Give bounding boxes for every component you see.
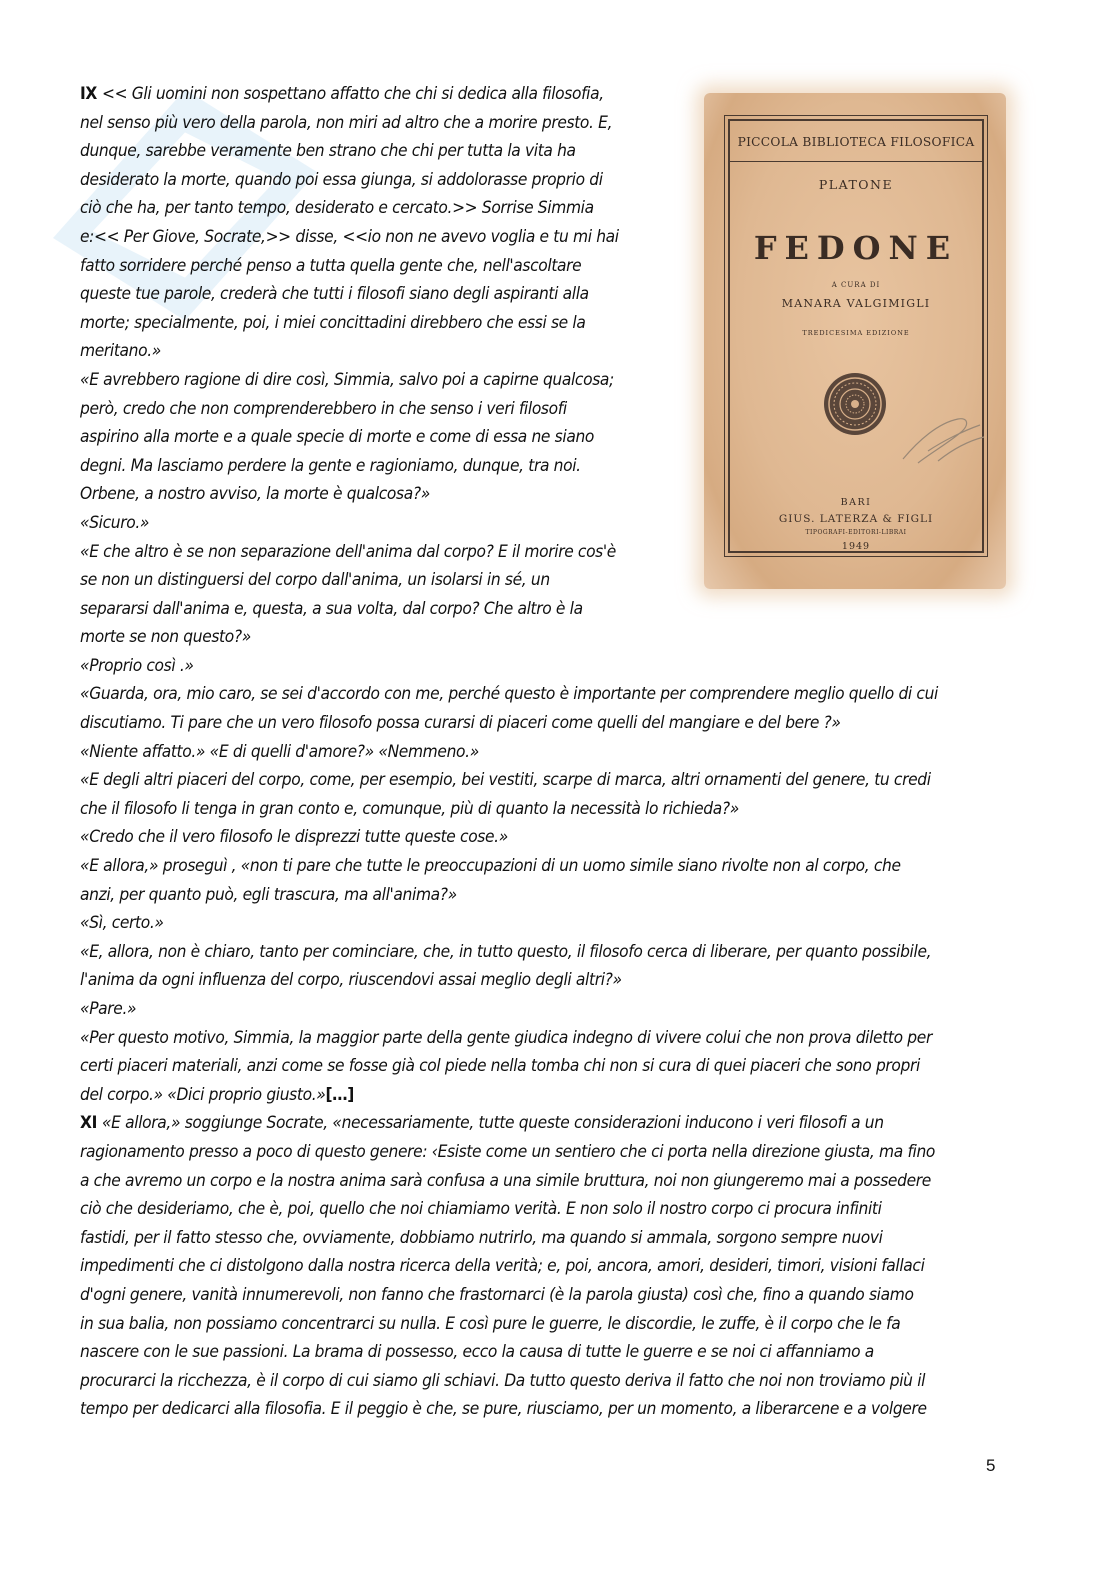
text-line bbox=[80, 1310, 1040, 1339]
text-line bbox=[80, 738, 1040, 767]
line-text: fastidi, per il fatto stesso che, ovviamente, dobbiamo nutrirlo, ma quando si ammala, sorgono sempre nuovi bbox=[80, 1227, 883, 1248]
text-line bbox=[80, 1081, 1040, 1110]
text-line bbox=[80, 1281, 1040, 1310]
omission-marker: […] bbox=[325, 1084, 355, 1105]
text-line bbox=[80, 852, 1040, 881]
line-text: «Credo che il vero filosofo le disprezzi tutte queste cose.» bbox=[80, 827, 508, 848]
line-text: che il filosofo li tenga in gran conto e, comunque, più di quanto la necessità lo richieda?» bbox=[80, 798, 739, 819]
line-text: nel senso più vero della parola, non miri ad altro che a morire presto. E, bbox=[80, 112, 613, 133]
line-text: «Sicuro.» bbox=[80, 512, 150, 533]
line-text: del corpo.» «Dici proprio giusto.» bbox=[80, 1084, 326, 1105]
line-text: anzi, per quanto può, egli trascura, ma all'anima?» bbox=[80, 884, 457, 905]
line-text: nascere con le sue passioni. La brama di possesso, ecco la causa di tutte le guerre e se noi ci affanniamo a bbox=[80, 1342, 874, 1363]
text-line bbox=[80, 1338, 1040, 1367]
text-line bbox=[80, 766, 1040, 795]
line-text: a che avremo un corpo e la nostra anima sarà confusa a una simile bruttura, noi non giungeremo mai a possedere bbox=[80, 1170, 931, 1191]
text-line bbox=[80, 1138, 1040, 1167]
line-text: morte; specialmente, poi, i miei concittadini direbbero che essi se la bbox=[80, 312, 586, 333]
text-line bbox=[80, 595, 680, 624]
line-text: aspirino alla morte e a quale specie di morte e come di essa ne siano bbox=[80, 427, 595, 448]
line-text: fatto sorridere perché penso a tutta quella gente che, nell'ascoltare bbox=[80, 255, 582, 276]
text-line bbox=[80, 1109, 1040, 1138]
book-printer: TIPOGRAFI-EDITORI-LIBRAI bbox=[805, 529, 907, 536]
text-line bbox=[80, 538, 680, 567]
line-text: d'ogni genere, vanità innumerevoli, non fanno che frastornarci (è la parola giusta) così che, fino a quando siamo bbox=[80, 1284, 914, 1305]
line-text: ciò che desideriamo, che è, poi, quello che noi chiamiamo verità. E non solo il nostro corpo ci procura infiniti bbox=[80, 1199, 882, 1220]
text-line bbox=[80, 1167, 1040, 1196]
text-line bbox=[80, 995, 1040, 1024]
book-author: PLATONE bbox=[818, 177, 894, 192]
text-line bbox=[80, 881, 1040, 910]
text-line bbox=[80, 966, 1040, 995]
text-line bbox=[80, 680, 1040, 709]
text-line bbox=[80, 1024, 1040, 1053]
text-line bbox=[80, 1367, 1040, 1396]
text-line bbox=[80, 80, 680, 109]
text-line bbox=[80, 709, 1040, 738]
book-city: BARI bbox=[840, 497, 872, 508]
book-cover-frame bbox=[728, 119, 984, 553]
chapter-marker: IX bbox=[80, 84, 97, 104]
line-text: discutiamo. Ti pare che un vero filosofo possa curarsi di piaceri come quelli del mangiare e del bere ?» bbox=[80, 713, 841, 734]
text-line bbox=[80, 452, 680, 481]
text-line bbox=[80, 480, 680, 509]
line-text: «Per questo motivo, Simmia, la maggior parte della gente giudica indegno di vivere colui che non prova diletto per bbox=[80, 1027, 932, 1048]
text-line bbox=[80, 109, 680, 138]
line-text: «E, allora, non è chiaro, tanto per cominciare, che, in tutto questo, il filosofo cerca di liberare, per quanto possibile, bbox=[80, 941, 932, 962]
text-line bbox=[80, 1252, 1040, 1281]
line-text: separarsi dall'anima e, questa, a sua volta, dal corpo? Che altro è la bbox=[80, 598, 583, 619]
text-line bbox=[80, 1395, 1040, 1424]
emblem-icon bbox=[822, 371, 888, 437]
book-curator: MANARA VALGIMIGLI bbox=[781, 297, 931, 310]
line-text: «Sì, certo.» bbox=[80, 913, 164, 934]
line-text: «E avrebbero ragione di dire così, Simmia, salvo poi a capirne qualcosa; bbox=[80, 369, 614, 390]
page-number: 5 bbox=[986, 1456, 996, 1475]
text-line bbox=[80, 223, 680, 252]
book-title: FEDONE bbox=[753, 229, 959, 267]
line-text: desiderato la morte, quando poi essa giunga, si addolorasse proprio di bbox=[80, 169, 603, 190]
text-line bbox=[80, 1052, 1040, 1081]
text-line bbox=[80, 652, 1040, 681]
book-cover-image bbox=[704, 93, 1006, 589]
line-text: degni. Ma lasciamo perdere la gente e ragioniamo, dunque, tra noi. bbox=[80, 455, 581, 476]
text-line bbox=[80, 938, 1040, 967]
line-text: queste tue parole, crederà che tutti i filosofi siano degli aspiranti alla bbox=[80, 284, 589, 305]
text-line bbox=[80, 137, 680, 166]
chapter-marker: XI bbox=[80, 1113, 97, 1134]
book-rule bbox=[730, 161, 982, 162]
text-line bbox=[80, 366, 680, 395]
text-line bbox=[80, 309, 680, 338]
book-curator-prefix: A CURA DI bbox=[831, 281, 881, 289]
line-text: ragionamento presso a poco di questo genere: ‹Esiste come un sentiero che ci porta nella direzione giusta, ma fino bbox=[80, 1141, 936, 1162]
line-text: «Guarda, ora, mio caro, se sei d'accordo con me, perché questo è importante per comprendere meglio quello di cui bbox=[80, 684, 938, 705]
line-text: «E che altro è se non separazione dell'anima dal corpo? E il morire cos'è bbox=[80, 541, 616, 562]
line-text: «Proprio così .» bbox=[80, 655, 194, 676]
line-text: «E degli altri piaceri del corpo, come, per esempio, bei vestiti, scarpe di marca, altri ornamenti del genere, tu credi bbox=[80, 770, 931, 791]
text-line bbox=[80, 395, 680, 424]
line-text: certi piaceri materiali, anzi come se fosse già col piede nella tomba chi non si cura di quei piaceri che sono propri bbox=[80, 1056, 920, 1077]
text-line bbox=[80, 1195, 1040, 1224]
line-text: << Gli uomini non sospettano affatto che chi si dedica alla filosofia, bbox=[101, 84, 604, 104]
text-line bbox=[80, 623, 680, 652]
book-series: PICCOLA BIBLIOTECA FILOSOFICA bbox=[737, 135, 975, 149]
line-text: Orbene, a nostro avviso, la morte è qualcosa?» bbox=[80, 484, 430, 505]
text-line bbox=[80, 823, 1040, 852]
line-text: dunque, sarebbe veramente ben strano che chi per tutta la vita ha bbox=[80, 141, 576, 162]
line-text: «Pare.» bbox=[80, 999, 137, 1019]
book-year: 1949 bbox=[841, 541, 871, 552]
text-line bbox=[80, 166, 680, 195]
line-text: se non un distinguersi del corpo dall'anima, un isolarsi in sé, un bbox=[80, 570, 550, 591]
text-line bbox=[80, 1224, 1040, 1253]
line-text: procurarci la ricchezza, è il corpo di cui siamo gli schiavi. Da tutto questo deriva il fatto che noi non troviamo più il bbox=[80, 1370, 926, 1391]
text-line bbox=[80, 566, 680, 595]
line-text: l'anima da ogni influenza del corpo, riuscendovi assai meglio degli altri?» bbox=[80, 970, 622, 991]
signature-icon bbox=[898, 411, 988, 471]
text-line bbox=[80, 252, 680, 281]
text-line bbox=[80, 509, 680, 538]
text-line bbox=[80, 909, 1040, 938]
text-line bbox=[80, 795, 1040, 824]
line-text: impedimenti che ci distolgono dalla nostra ricerca della verità; e, poi, ancora, amori, desideri, timori, visioni fallaci bbox=[80, 1256, 925, 1277]
line-text: tempo per dedicarci alla filosofia. E il peggio è che, se pure, riusciamo, per un momento, a liberarcene e a volgere bbox=[80, 1399, 927, 1420]
line-text: in sua balia, non possiamo concentrarci su nulla. E così pure le guerre, le discordie, le zuffe, è il corpo che le fa bbox=[80, 1313, 901, 1334]
book-publisher: GIUS. LATERZA & FIGLI bbox=[778, 513, 934, 525]
text-line bbox=[80, 337, 680, 366]
book-edition: TREDICESIMA EDIZIONE bbox=[802, 329, 910, 337]
text-line bbox=[80, 194, 680, 223]
line-text: «E allora,» soggiunge Socrate, «necessariamente, tutte queste considerazioni inducono i veri filosofi a un bbox=[101, 1113, 884, 1134]
line-text: «E allora,» proseguì , «non ti pare che tutte le preoccupazioni di un uomo simile siano rivolte non al corpo, che bbox=[80, 856, 901, 877]
line-text: «Niente affatto.» «E di quelli d'amore?» «Nemmeno.» bbox=[80, 741, 479, 762]
line-text: ciò che ha, per tanto tempo, desiderato e cercato.>> Sorrise Simmia bbox=[80, 198, 594, 219]
line-text: e:<< Per Giove, Socrate,>> disse, <<io non ne avevo voglia e tu mi hai bbox=[80, 226, 619, 247]
line-text: però, credo che non comprenderebbero in che senso i veri filosofi bbox=[80, 398, 567, 419]
line-text: meritano.» bbox=[80, 341, 161, 362]
line-text: morte se non questo?» bbox=[80, 627, 251, 648]
text-line bbox=[80, 423, 680, 452]
text-line bbox=[80, 280, 680, 309]
